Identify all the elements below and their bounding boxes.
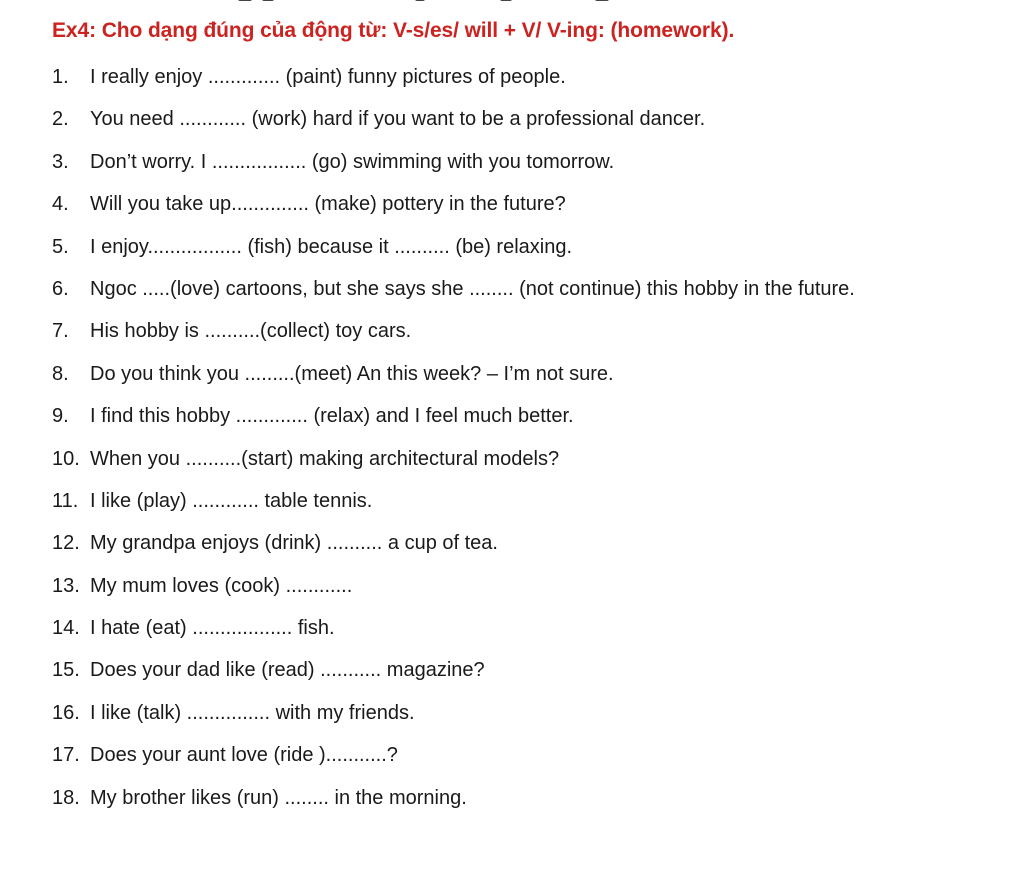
item-number: 10. [52, 447, 80, 470]
item-sentence: My grandpa enjoys (drink) .......... a cup of tea. [90, 532, 498, 555]
exercise-item [52, 356, 855, 398]
exercise-item [52, 398, 855, 440]
exercise-item [52, 652, 855, 694]
item-number: 7. [52, 320, 69, 343]
item-number: 13. [52, 574, 80, 597]
item-number: 9. [52, 405, 69, 428]
exercise-item [52, 483, 855, 525]
exercise-list [52, 59, 855, 822]
exercise-item [52, 695, 855, 737]
item-sentence: I really enjoy ............. (paint) funny pictures of people. [90, 66, 566, 88]
item-sentence: When you ..........(start) making architectural models? [90, 447, 560, 470]
exercise-item [52, 737, 855, 779]
item-sentence: My brother likes (run) ........ in the morning. [90, 786, 467, 809]
exercise-item [52, 59, 855, 101]
exercise-item [52, 144, 855, 186]
item-number: 12. [52, 532, 80, 555]
item-number: 11. [52, 489, 79, 512]
item-number: 3. [52, 150, 69, 173]
item-sentence: My mum loves (cook) ............ [90, 574, 353, 597]
item-number: 18. [52, 786, 80, 809]
exercise-item [52, 229, 855, 271]
exercise-item [52, 610, 855, 652]
item-sentence: Ngoc .....(love) cartoons, but she says she ........ (not continue) this hobby in the future. [90, 277, 855, 300]
item-sentence: Does your dad like (read) ........... magazine? [90, 659, 485, 682]
exercise-item [52, 525, 855, 567]
cropped-previous-line [0, 0, 1024, 8]
exercise-title: Ex4: Cho dạng đúng của động từ: V-s/es/ will + V/ V-ing: (homework). [52, 19, 735, 42]
item-sentence: I hate (eat) .................. fish. [90, 617, 335, 640]
item-number: 15. [52, 659, 80, 682]
item-number: 6. [52, 277, 69, 300]
item-number: 2. [52, 108, 69, 131]
item-number: 1. [52, 66, 69, 88]
exercise-item [52, 568, 855, 610]
exercise-item [52, 313, 855, 355]
item-sentence: Don’t worry. I ................. (go) swimming with you tomorrow. [90, 150, 615, 173]
exercise-item [52, 186, 855, 228]
item-sentence: I like (play) ............ table tennis. [90, 489, 373, 512]
item-number: 8. [52, 362, 69, 385]
exercise-item [52, 101, 855, 143]
item-number: 17. [52, 744, 80, 767]
exercise-item [52, 780, 855, 822]
item-sentence: His hobby is ..........(collect) toy cars. [90, 320, 412, 343]
item-number: 4. [52, 193, 69, 216]
item-sentence: Will you take up.............. (make) pottery in the future? [90, 193, 566, 216]
item-number: 14. [52, 617, 80, 640]
item-sentence: I enjoy................. (fish) because it .......... (be) relaxing. [90, 235, 573, 258]
item-sentence: I find this hobby ............. (relax) and I feel much better. [90, 405, 574, 428]
item-sentence: Do you think you .........(meet) An this week? – I’m not sure. [90, 362, 614, 385]
exercise-item [52, 271, 855, 313]
item-number: 16. [52, 701, 80, 724]
item-sentence: Does your aunt love (ride )...........? [90, 744, 398, 767]
exercise-item [52, 441, 855, 483]
item-sentence: You need ............ (work) hard if you want to be a professional dancer. [90, 108, 706, 131]
item-number: 5. [52, 235, 69, 258]
item-sentence: I like (talk) ............... with my friends. [90, 701, 415, 724]
